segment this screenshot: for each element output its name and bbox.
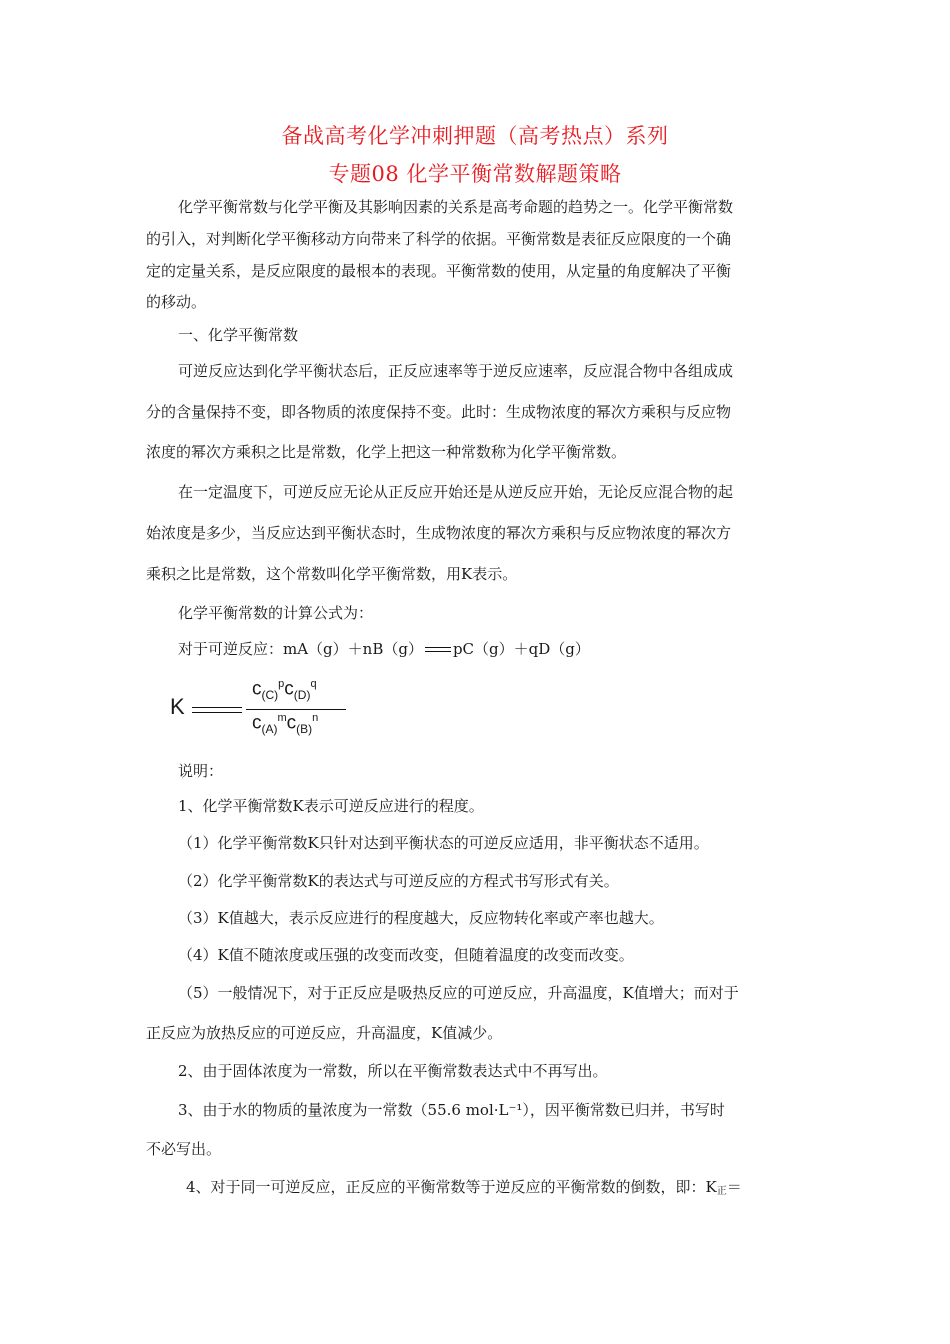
reaction-right: pC（g）＋qD（g）	[452, 640, 590, 658]
equilibrium-constant-formula	[170, 672, 370, 742]
note-3-line-2: 不必写出。	[146, 1140, 222, 1158]
formula-intro: 化学平衡常数的计算公式为：	[178, 604, 374, 622]
note-1-5-line-2: 正反应为放热反应的可逆反应，升高温度，K值减少。	[146, 1024, 503, 1042]
para2-line-2: 始浓度是多少，当反应达到平衡状态时，生成物浓度的幂次方乘积与反应物浓度的幂次方	[146, 524, 732, 542]
note-4: 4、对于同一可逆反应，正反应的平衡常数等于逆反应的平衡常数的倒数，即：K正＝	[186, 1178, 742, 1197]
intro-line-4: 的移动。	[146, 293, 207, 311]
reaction-equation	[178, 638, 590, 659]
equilibrium-arrow-icon	[425, 646, 451, 654]
formula-fraction-bar	[246, 709, 346, 710]
section-heading: 一、化学平衡常数	[178, 326, 299, 344]
note-1-4: （4）K值不随浓度或压强的改变而改变，但随着温度的改变而改变。	[178, 946, 634, 964]
note-1: 1、化学平衡常数K表示可逆反应进行的程度。	[178, 797, 484, 815]
para1-line-1: 可逆反应达到化学平衡状态后，正反应速率等于逆反应速率，反应混合物中各组成成	[178, 362, 734, 380]
formula-equals-top	[192, 707, 242, 708]
intro-line-1: 化学平衡常数与化学平衡及其影响因素的关系是高考命题的趋势之一。化学平衡常数	[178, 198, 734, 216]
para2-line-1: 在一定温度下，可逆反应无论从正反应开始还是从逆反应开始，无论反应混合物的起	[178, 483, 734, 501]
notes-heading: 说明：	[178, 762, 224, 780]
note-1-2: （2）化学平衡常数K的表达式与可逆反应的方程式书写形式有关。	[178, 872, 619, 890]
document-subtitle: 专题08 化学平衡常数解题策略	[328, 162, 622, 186]
note-2: 2、由于固体浓度为一常数，所以在平衡常数表达式中不再写出。	[178, 1062, 608, 1080]
document-title: 备战高考化学冲刺押题（高考热点）系列	[281, 124, 669, 148]
formula-k: K	[170, 694, 185, 719]
formula-denominator: $c_{(A)}^mc_{(B)}^n$	[252, 712, 319, 737]
intro-line-2: 的引入，对判断化学平衡移动方向带来了科学的依据。平衡常数是表征反应限度的一个确	[146, 230, 732, 248]
note-1-1: （1）化学平衡常数K只针对达到平衡状态的可逆反应适用，非平衡状态不适用。	[178, 834, 709, 852]
para1-line-2: 分的含量保持不变，即各物质的浓度保持不变。此时：生成物浓度的幂次方乘积与反应物	[146, 403, 732, 421]
note-1-5-line-1: （5）一般情况下，对于正反应是吸热反应的可逆反应，升高温度，K值增大；而对于	[178, 984, 739, 1002]
formula-equals-bottom	[192, 712, 242, 713]
reaction-left: 对于可逆反应：mA（g）＋nB（g）	[178, 640, 423, 658]
intro-line-3: 定的定量关系，是反应限度的最根本的表现。平衡常数的使用，从定量的角度解决了平衡	[146, 262, 732, 280]
para2-line-3: 乘积之比是常数，这个常数叫化学平衡常数，用K表示。	[146, 565, 518, 583]
formula-numerator: $c_{(C)}^pc_{(D)}^q$	[252, 678, 317, 703]
note-1-3: （3）K值越大，表示反应进行的程度越大，反应物转化率或产率也越大。	[178, 909, 664, 927]
note-3-line-1: 3、由于水的物质的量浓度为一常数（55.6 mol·L⁻¹），因平衡常数已归并，书写时	[178, 1101, 725, 1119]
para1-line-3: 浓度的幂次方乘积之比是常数，化学上把这一种常数称为化学平衡常数。	[146, 443, 627, 461]
